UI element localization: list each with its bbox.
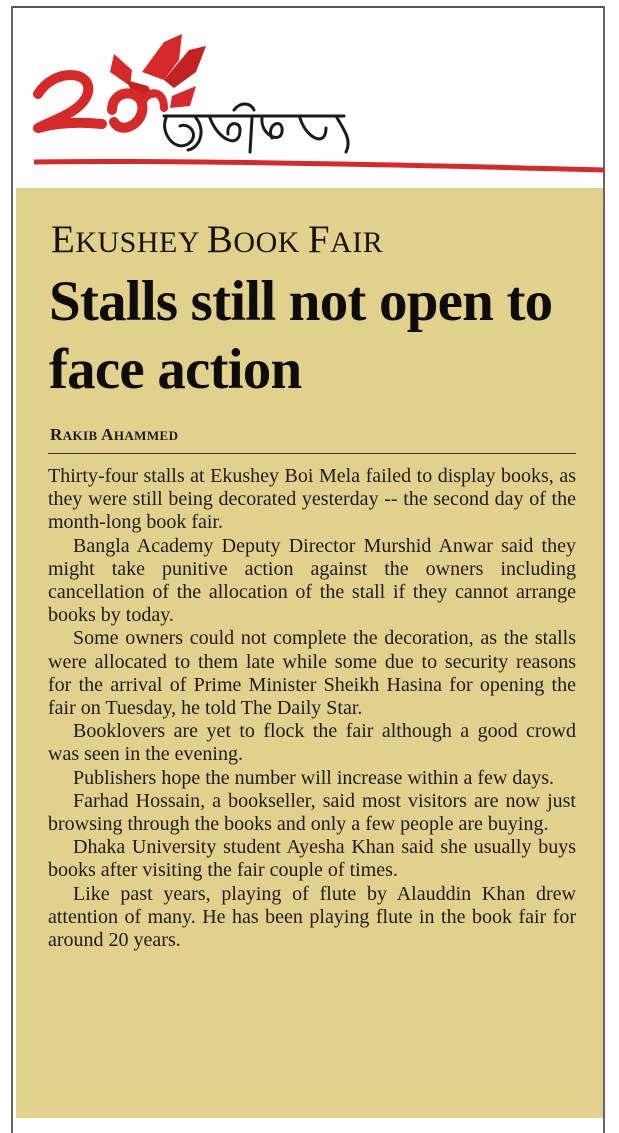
article-paragraph: Publishers hope the number will increase within a few days. [73, 766, 554, 789]
bangla-wordmark-graphic [164, 104, 348, 152]
article-headline: Stalls still not open to face action [49, 270, 553, 401]
article-paragraph: Farhad Hossain, a bookseller, said most visitors are now just browsing through the books and only a few people are buying. [48, 789, 576, 836]
article-paragraph: Dhaka University student Ayesha Khan said she usually buys books after visiting the fair couple of times. [48, 836, 576, 882]
frame-top-border [11, 6, 605, 8]
bangla-21-numeral-graphic [38, 75, 164, 128]
article-paragraph: Booklovers are yet to flock the fair although a good crowd was seen in the evening. [48, 720, 576, 766]
book-fair-logo-graphic [14, 10, 606, 185]
frame-left-border [11, 6, 13, 1133]
masthead-logo [14, 10, 606, 185]
article-paragraph: Thirty-four stalls at Ekushey Boi Mela failed to display books, as they were still being decorated yesterday -- the second day of the month-long book fair. [48, 465, 576, 534]
article-body [48, 465, 576, 952]
article-byline: RAKIB AHAMMED [50, 425, 179, 444]
article-kicker: EKUSHEY BOOK FAIR [51, 218, 384, 261]
article-paragraph: Some owners could not complete the decoration, as the stalls were allocated to them late while some due to security reasons for the arrival of Prime Minister Sheikh Hasina for opening the fair on Tuesday, he told The Daily Star. [48, 627, 576, 720]
article-paragraph: Like past years, playing of flute by Alauddin Khan drew attention of many. He has been playing flute in the book fair for around 20 years. [48, 882, 576, 952]
logo-underline-swoosh [34, 161, 604, 170]
article-paragraph: Bangla Academy Deputy Director Murshid Anwar said they might take punitive action against the owners including cancellation of the allocation of the stall if they cannot arrange books by today. [48, 534, 576, 627]
byline-divider [48, 453, 576, 454]
